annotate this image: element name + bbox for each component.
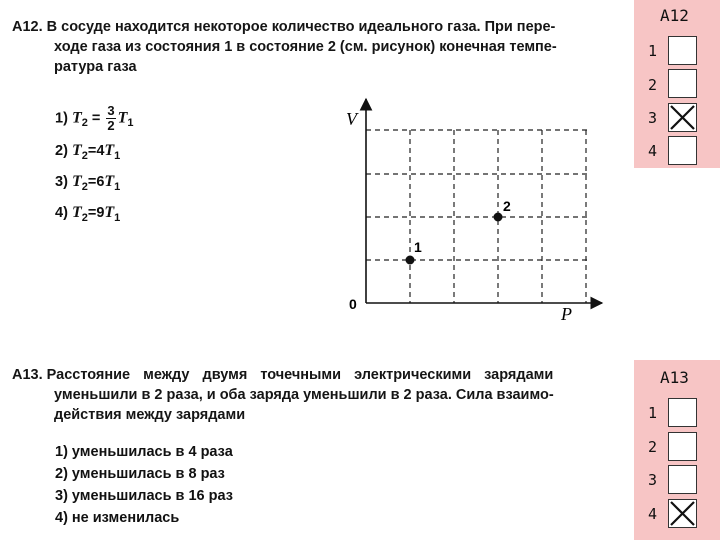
q13-panel-title: А13 <box>660 368 689 387</box>
fraction-denominator: 2 <box>107 118 115 133</box>
q13-option-3-label: 3 <box>648 471 658 489</box>
graph-x-label: P <box>561 304 572 324</box>
cross-mark-icon <box>669 104 696 131</box>
q13-text <box>12 365 622 425</box>
graph-point-1 <box>406 256 415 265</box>
graph-y-label: V <box>346 109 357 129</box>
answer-symbol: T <box>117 109 128 127</box>
answer-subscript: 1 <box>114 150 121 163</box>
q12-text <box>12 17 622 77</box>
answer-subscript: 2 <box>81 211 88 224</box>
q13-number: А13. <box>12 367 43 383</box>
answer-symbol: T <box>71 142 82 160</box>
q13-line2: уменьшили в 2 раза, и оба заряда уменьшили в 2 раза. Сила взаимо- <box>54 387 554 403</box>
q12-answer-1 <box>55 104 134 136</box>
q12-option-3-checkbox[interactable] <box>668 103 697 132</box>
q12-panel-title: А12 <box>660 6 689 25</box>
q12-answer-4 <box>55 200 134 231</box>
answer-coefficient: 9 <box>96 205 105 221</box>
answer-subscript: 2 <box>81 117 88 130</box>
q12-answers <box>55 104 134 231</box>
answer-number: 1) <box>55 110 68 127</box>
q13-answer-panel <box>634 360 720 540</box>
answer-number: 2) <box>55 143 68 160</box>
answer-equals: = <box>87 143 97 160</box>
graph-grid <box>366 130 588 303</box>
q13-option-1-checkbox[interactable] <box>668 398 697 427</box>
answer-symbol: T <box>71 173 82 191</box>
q13-option-2-checkbox[interactable] <box>668 432 697 461</box>
q13-option-2-label: 2 <box>648 438 658 456</box>
q13-option-4-label: 4 <box>648 505 658 523</box>
q13-answer-4: 4) не изменилась <box>55 510 180 526</box>
answer-subscript: 1 <box>114 211 121 224</box>
answer-coefficient: 4 <box>96 143 105 160</box>
answer-number: 4) <box>55 205 68 221</box>
q13-option-1-label: 1 <box>648 404 658 422</box>
q13-answer-1: 1) уменьшилась в 4 раза <box>55 444 233 460</box>
answer-symbol: T <box>104 204 115 221</box>
cross-mark-icon <box>669 500 696 527</box>
q12-option-4-checkbox[interactable] <box>668 136 697 165</box>
fraction-numerator: 3 <box>107 103 115 118</box>
answer-symbol: T <box>71 204 82 221</box>
q13-answer-3: 3) уменьшилась в 16 раз <box>55 488 233 504</box>
graph-point-2 <box>494 213 503 222</box>
q12-option-1-checkbox[interactable] <box>668 36 697 65</box>
q12-option-2-label: 2 <box>648 76 658 94</box>
q12-option-3-label: 3 <box>648 109 658 127</box>
q12-graph <box>340 95 620 325</box>
graph-point-1-label: 1 <box>414 239 422 255</box>
q13-option-4-checkbox[interactable] <box>668 499 697 528</box>
fraction <box>106 104 115 133</box>
q13-option-3-checkbox[interactable] <box>668 465 697 494</box>
answer-subscript: 1 <box>127 117 134 130</box>
q12-line1: В сосуде находится некоторое количество идеального газа. При пере- <box>46 19 556 35</box>
answer-symbol: T <box>71 109 82 127</box>
q12-line2: ходе газа из состояния 1 в состояние 2 (см. рисунок) конечная темпе- <box>54 39 557 55</box>
answer-subscript: 2 <box>81 181 88 193</box>
answer-subscript: 1 <box>114 181 121 193</box>
graph-origin-label: 0 <box>349 296 357 312</box>
answer-subscript: 2 <box>81 150 88 163</box>
answer-symbol: T <box>104 173 115 191</box>
q13-line3: действия между зарядами <box>54 407 246 423</box>
answer-equals: = <box>87 174 97 191</box>
q13-answers <box>55 441 233 529</box>
q12-number: А12. <box>12 19 43 35</box>
q13-answer-2: 2) уменьшилась в 8 раз <box>55 466 225 482</box>
q12-option-1-label: 1 <box>648 42 658 60</box>
q12-answer-3 <box>55 169 134 200</box>
answer-coefficient: 6 <box>96 174 105 191</box>
q12-answer-2 <box>55 138 134 169</box>
answer-symbol: T <box>104 142 115 160</box>
graph-point-2-label: 2 <box>503 198 511 214</box>
answer-equals: = <box>87 205 97 221</box>
q12-answer-panel <box>634 0 720 168</box>
answer-equals: = <box>91 110 101 127</box>
q12-line3: ратура газа <box>54 59 137 75</box>
answer-number: 3) <box>55 174 68 191</box>
q12-option-2-checkbox[interactable] <box>668 69 697 98</box>
q13-line1: Расстояние между двумя точечными электрическими зарядами <box>46 367 554 383</box>
q12-option-4-label: 4 <box>648 142 658 160</box>
